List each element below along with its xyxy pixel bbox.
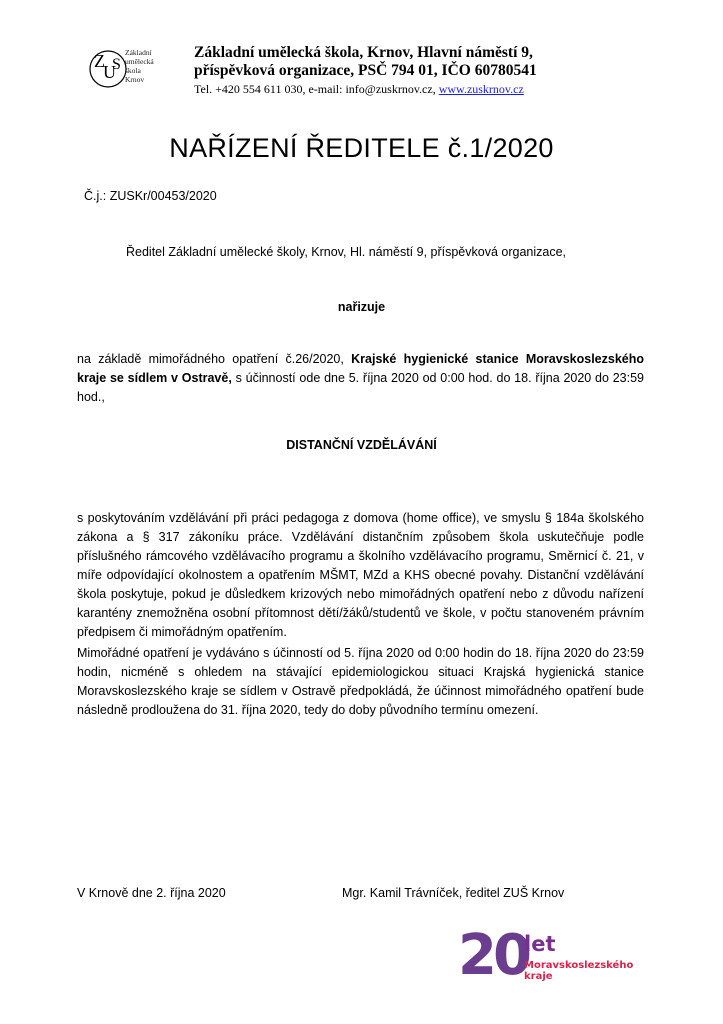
paragraph-text: s účinností ode dne 5. října 2020 od 0:00 hod. do 18. října 2020 do 23:59 hod., xyxy=(77,371,644,404)
section-heading: DISTANČNÍ VZDĚLÁVÁNÍ xyxy=(286,438,437,452)
region-line-2: kraje xyxy=(524,971,553,982)
place-date: V Krnově dne 2. října 2020 xyxy=(77,886,226,900)
website-link[interactable]: www.zuskrnov.cz xyxy=(438,82,524,96)
letterhead-line-1: Základní umělecká škola, Krnov, Hlavní náměstí 9, xyxy=(194,44,533,61)
region-line-1: Moravskoslezského xyxy=(524,960,634,971)
logo-word: umělecká xyxy=(125,57,154,66)
signature-line: Mgr. Kamil Trávníček, ředitel ZUŠ Krnov xyxy=(342,886,565,900)
anniversary-region xyxy=(524,960,633,982)
document-title: NAŘÍZENÍ ŘEDITELE č.1/2020 xyxy=(169,133,554,163)
paragraph-text: na základě mimořádného opatření č.26/2020, xyxy=(77,352,352,366)
contact-text: Tel. +420 554 611 030, e-mail: info@zuskrnov.cz, xyxy=(194,82,439,96)
anniversary-word: let xyxy=(524,932,556,956)
anniversary-number: 20 xyxy=(458,923,528,988)
school-logo xyxy=(88,42,180,96)
authority-name: Krajské hygienické stanice Moravskoslezského kraje se sídlem v Ostravě, xyxy=(77,352,644,385)
svg-text:S: S xyxy=(112,56,121,73)
anniversary-logo xyxy=(458,923,634,994)
orders-heading: nařizuje xyxy=(337,300,386,314)
svg-text:Z: Z xyxy=(94,51,105,71)
logo-word: škola xyxy=(125,66,141,75)
letterhead-line-2: příspěvková organizace, PSČ 794 01, IČO 60780541 xyxy=(194,62,537,79)
paragraph-distance-learning: s poskytováním vzdělávání při práci pedagoga z domova (home office), ve smyslu § 184a školského zákona a § 317 zákoníku práce. Vzdělávání distančním způsobem škola uskutečňuje podle příslušného rámcového vzdělávacího programu a školního vzdělávacího programu, Směrnicí č. 21, v míře odpovídající okolnostem a opatřením MŠMT, MZd a KHS obecné povahy. Distanční vzdělávání škola poskytuje, pokud je důsledkem krizových nebo mimořádných opatření nebo z důvodu nařízení karantény znemožněna osobní přítomnost dětí/žáků/studentů ve škole, v počtu stanoveném právním předpisem či mimořádným opatřením. xyxy=(77,511,644,639)
logo-word: Základní xyxy=(125,48,152,57)
director-line: Ředitel Základní umělecké školy, Krnov, Hl. náměstí 9, příspěvková organizace, xyxy=(126,245,567,259)
reference-number: Č.j.: ZUSKr/00453/2020 xyxy=(84,189,217,203)
zus-monogram-icon xyxy=(88,42,128,96)
logo-wordmark xyxy=(125,48,154,84)
paragraph-validity: Mimořádné opatření je vydáváno s účinností od 5. října 2020 od 0:00 hodin do 18. října 2020 do 23:59 hodin, nicméně s ohledem na stávající epidemiologickou situaci Krajská hygienická stanice Moravskoslezského kraje se sídlem v Ostravě předpokládá, že účinnost mimořádného opatření bude následně prodloužena do 31. října 2020, tedy do doby původního termínu omezení. xyxy=(77,646,644,717)
logo-word: Krnov xyxy=(125,75,145,84)
paragraph-basis xyxy=(77,350,644,407)
svg-text:U: U xyxy=(103,62,116,82)
letterhead-contact xyxy=(194,82,524,97)
